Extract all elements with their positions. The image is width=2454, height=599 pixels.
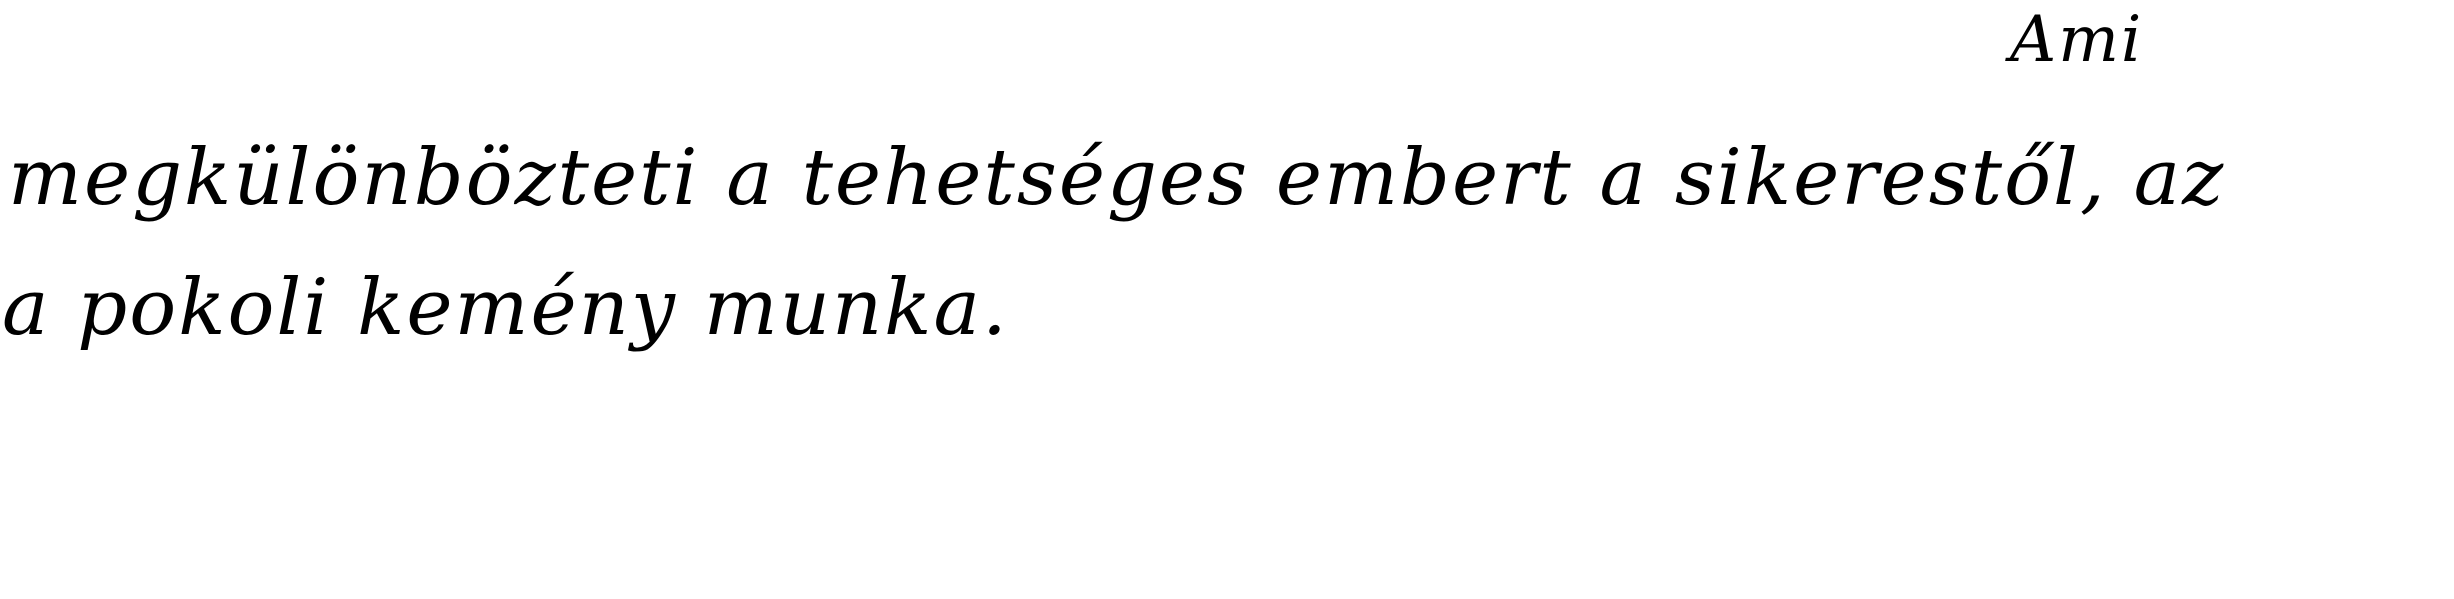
- handwritten-line-3: a pokoli kemény munka.: [2, 263, 1009, 353]
- handwritten-line-2: megkülönbözteti a tehetséges embert a sikerestől, az: [8, 133, 2226, 223]
- handwritten-line-1: Ami: [2010, 3, 2144, 77]
